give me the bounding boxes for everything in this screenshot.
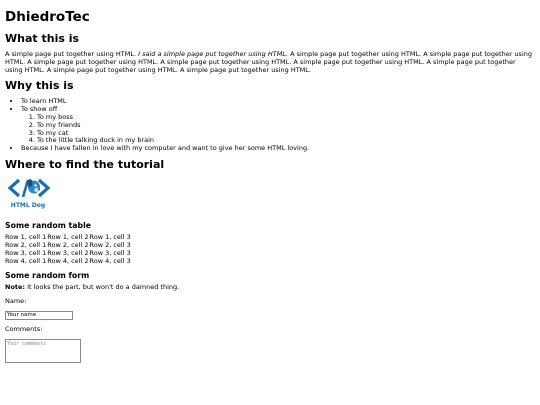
intro-text-end: A simple page put together using HTML. A simple page put together using HTML. A simple page put together using HTML. A simple page put together using HTML. A simple page put together using HTML. A simple page put together using HTML. A simple page put together using HTML. A simple page put together using HTML. [5, 49, 533, 74]
form-note [5, 284, 535, 292]
table-cell: Row 4, cell 3 [89, 256, 131, 265]
intro-paragraph [5, 51, 535, 74]
table-cell: Row 2, cell 2 [47, 241, 89, 250]
logo-dog-nose [38, 188, 40, 190]
table-cell: Row 4, cell 2 [47, 256, 89, 265]
intro-emphasis: I said a simple page put together using HTML. [138, 49, 289, 58]
table-cell: Row 1, cell 3 [89, 233, 131, 242]
table-cell: Row 3, cell 2 [47, 249, 89, 258]
table-cell: Row 1, cell 1 [5, 233, 47, 242]
logo-bracket-left [10, 180, 19, 196]
table-cell: Row 2, cell 3 [89, 241, 131, 250]
logo-bracket-right [39, 180, 48, 196]
table-cell: Row 2, cell 1 [5, 241, 47, 250]
table-cell: Row 4, cell 1 [5, 256, 47, 265]
section-heading-where: Where to find the tutorial [5, 158, 165, 171]
table-cell: Row 1, cell 2 [47, 233, 89, 242]
logo-slash [23, 180, 28, 197]
comments-textarea[interactable] [5, 339, 81, 363]
random-table [5, 234, 132, 265]
reason-item-label: To show off [21, 105, 58, 114]
show-off-item: 4. To the little talking duck in my brain [37, 137, 535, 145]
show-off-sublist [21, 114, 535, 145]
page-title: DhiedroTec [5, 9, 90, 25]
logo-dog-ear [28, 179, 33, 187]
section-heading-what: What this is [5, 31, 80, 45]
section-heading-form: Some random form [5, 270, 90, 280]
logo-dog-eye [34, 184, 36, 186]
section-heading-why: Why this is [5, 79, 74, 93]
comments-label: Comments: [5, 324, 43, 333]
table-row [5, 258, 132, 266]
name-input[interactable] [5, 311, 73, 320]
random-form [5, 284, 535, 362]
html-dog-logo-link[interactable] [6, 177, 535, 212]
section-heading-table: Some random table [5, 220, 92, 230]
form-note-text: It looks the part, but won't do a damned thing. [25, 283, 180, 292]
reason-item: • Because I have fallen in love with my computer and want to give her some HTML loving. [21, 145, 535, 153]
reasons-list [5, 98, 535, 153]
show-off-item: 3. To my cat [37, 130, 535, 138]
reason-item: • To learn HTML [21, 98, 535, 106]
show-off-item: 2. To my friends [37, 122, 535, 130]
html-dog-logo [6, 177, 50, 209]
name-label: Name: [5, 297, 27, 305]
form-note-label: Note: [5, 283, 26, 292]
table-cell: Row 3, cell 3 [89, 249, 131, 258]
table-cell: Row 3, cell 1 [5, 249, 47, 258]
show-off-item: 1. To my boss [37, 114, 535, 122]
logo-text: HTML Dog [10, 202, 46, 210]
reason-item [21, 106, 535, 145]
intro-text-start: A simple page put together using HTML. [5, 49, 139, 58]
